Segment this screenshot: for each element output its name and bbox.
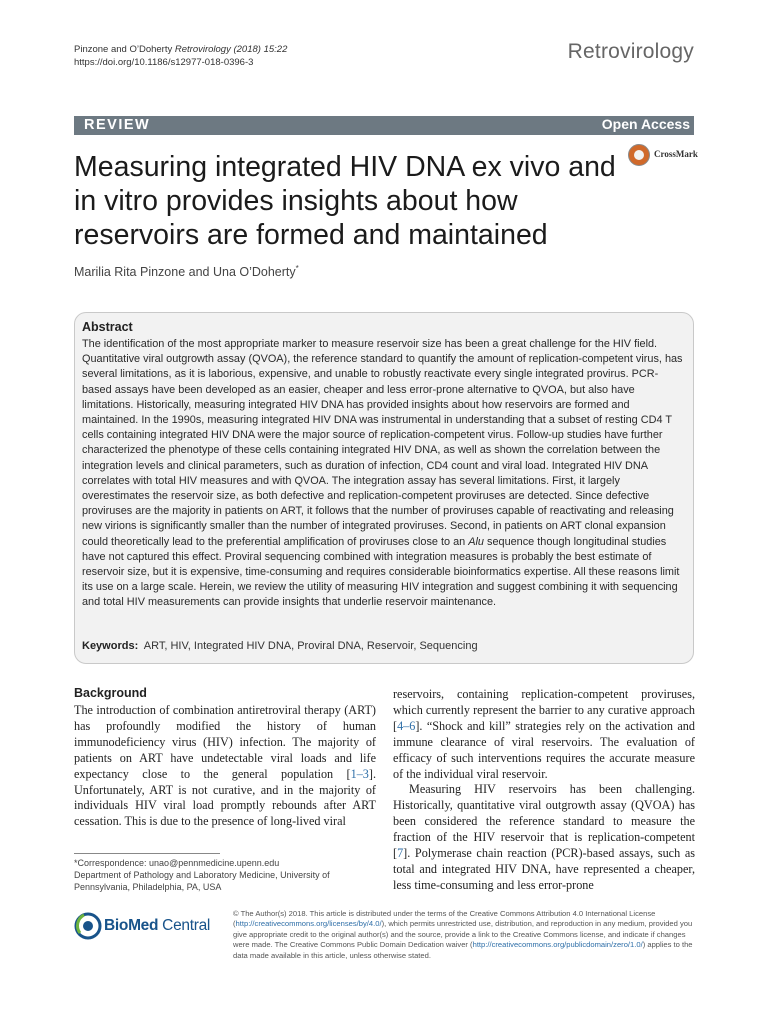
abstract-text: The identification of the most appropriate marker to measure reservoir size has been a great challenge for the HIV field. Quantitative viral outgrowth assay (QVOA), the reference standard to quantify the amount of replication-competent virus, has several limitations, as it is laborious, expensive, and unable to robustly reactivate every single integrated provirus. PCR-based assays have been developed as an easier, cheaper and less error-prone alternative to QVOA, but also have limitations. Historically, measuring integrated HIV DNA has provided insights about how reservoirs are formed and maintained. In the 1990s, measuring integrated HIV DNA was instrumental in understanding that a subset of resting CD4 T cells containing integrated HIV DNA were the major source of replication-competent virus. Follow-up studies have further characterized the phenotype of these cells containing integrated HIV DNA, as well as shown the correlation between the integration levels and clinical parameters, such as duration of infection, CD4 count and viral load. Integrated HIV DNA correlates with total HIV measures and with QVOA. The integration assay has several limitations. First, it largely overestimates the reservoir size, as both defective and replication-competent proviruses are detected. Since defective proviruses are the majority in patients on ART, it follows that the number of proviruses capable of reactivating and releasing new virions is significantly smaller than the number of integrated proviruses. Second, in patients on ART clonal expansion could theoretically lead to the preferential amplification of proviruses close to an Alu sequence though longitudinal studies have not captured this effect. Proviral sequencing combined with integration measures is probably the best estimate of reservoir size, but it is expensive, time-consuming and requires considerable bioinformatics expertise. All these reasons limit its use on a large scale. Herein, we review the utility of measuring HIV integration and suggest combining it with sequencing and total HIV measurements can provide insights that underlie reservoir maintenance. [82,338,683,609]
crossmark-badge[interactable] [628,144,698,166]
citation-journal: Retrovirology (2018) 15:22 [174,44,288,55]
citation-link[interactable]: 7 [397,846,404,861]
italic-term: Alu [468,535,484,548]
keywords [82,640,686,652]
citation-authors: Pinzone and O’Doherty [74,44,173,55]
section-heading: Background [74,686,147,700]
biomed-central-icon [74,909,102,943]
journal-name: Retrovirology [567,40,694,63]
affiliation: Department of Pathology and Laboratory Medicine, University of Pennsylvania, Philadelphia, PA, USA [74,870,330,892]
correspondence-mark: * [295,264,299,273]
crossmark-label: CrossMark [654,149,698,159]
license-statement: © The Author(s) 2018. This article is distributed under the terms of the Creative Commons Attribution 4.0 International License (http://creativecommons.org/licenses/by/4.0/), which permits unrestricted use, distribution, and reproduction in any medium, provided you give appropriate credit to the original author(s) and the source, provide a link to the Creative Commons license, and indicate if changes were made. The Creative Commons Public Domain Dedication waiver (http://creativecommons.org/publicdomain/zero/1.0/) applies to the data made available in this article, unless otherwise stated. [233,909,693,960]
author-list: Marilia Rita Pinzone and Una O’Doherty* [74,264,299,280]
correspondence-email[interactable]: *Correspondence: unao@pennmedicine.upenn.edu [74,858,280,868]
citation-link[interactable]: 4–6 [397,718,416,733]
citation-link[interactable]: 1–3 [350,766,369,781]
open-access-label: Open Access [601,116,690,132]
paragraph: Measuring HIV reservoirs has been challenging. Historically, quantitative viral outgrowth assay (QVOA) has been considered the reference standard to measure the fraction of the HIV reservoir that is replication-competent [7]. Polymerase chain reaction (PCR)-based assays, such as total and integrated HIV DNA, have represented a cheaper, less time-consuming and less error-prone [393,782,695,892]
keywords-label: Keywords: [82,640,139,652]
paragraph: reservoirs, containing replication-competent proviruses, which currently represent the barrier to any curative approach [4–6]. “Shock and kill” strategies rely on the activation and immune clearance of viral reservoirs. The evaluation of efficacy of such interventions requires the accurate measure of the individual viral reservoir. [393,687,695,781]
abstract-heading: Abstract [82,320,133,334]
running-header [74,43,287,69]
keywords-list: ART, HIV, Integrated HIV DNA, Proviral DNA, Reservoir, Sequencing [143,640,478,652]
footnote-divider [74,853,220,854]
publisher-name: BioMed Central [104,917,211,934]
public-domain-link[interactable]: http://creativecommons.org/publicdomain/zero/1.0/ [472,940,643,950]
correspondence-footnote [74,857,374,893]
body-column-right [393,687,695,894]
doi-link[interactable]: https://doi.org/10.1186/s12977-018-0396-3 [74,57,254,68]
license-link[interactable]: http://creativecommons.org/licenses/by/4.0/ [235,919,382,929]
article-title: Measuring integrated HIV DNA ex vivo and in vitro provides insights about how reservoirs are formed and maintained [74,151,616,251]
publisher-logo [74,909,234,943]
section-label: REVIEW [84,117,151,133]
body-column-left: The introduction of combination antiretroviral therapy (ART) has profoundly modified the history of human immunodeficiency virus (HIV) infection. The majority of patients on ART have undetectable viral loads and life expectancy close to the general population [1–3]. Unfortunately, ART is not curative, and in the majority of individuals HIV viral load promptly rebounds after ART cessation. This is due to the presence of long-lived viral [74,703,376,829]
